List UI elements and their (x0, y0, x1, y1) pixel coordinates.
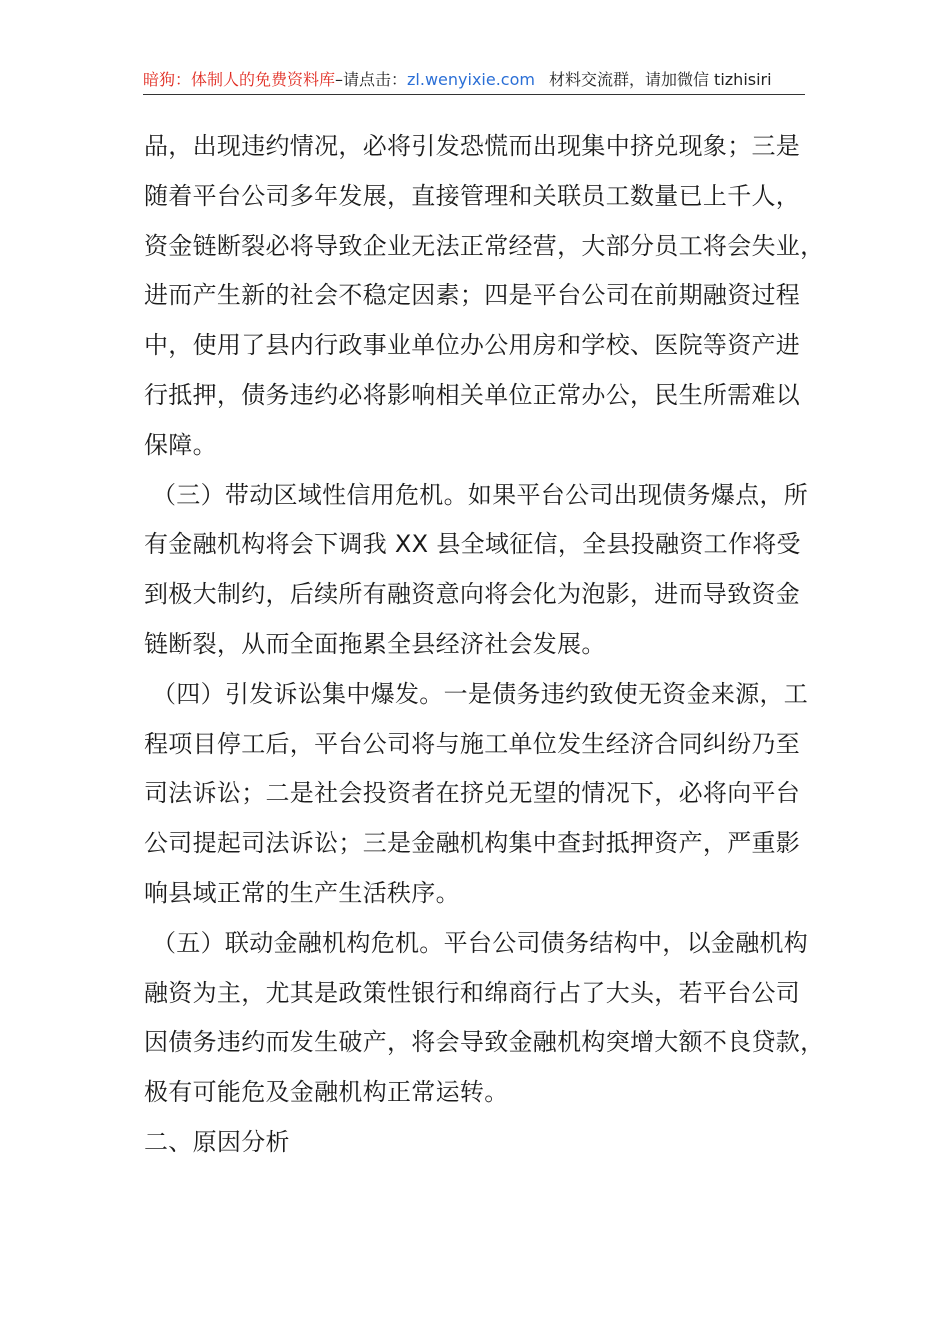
text-line: 品，出现违约情况，必将引发恐慌而出现集中挤兑现象；三是 (144, 132, 801, 160)
text-line: 行抵押，债务违约必将影响相关单位正常办公，民生所需难以 (144, 380, 801, 409)
header-group-info: 材料交流群，请加微信 tizhisiri (548, 70, 772, 89)
header-link[interactable]: zl.wenyixie.com (407, 70, 535, 89)
text-line: 极有可能危及金融机构正常运转。 (144, 1078, 509, 1107)
header-prompt: –请点击： (335, 70, 408, 89)
section-three-heading-line: （三）带动区域性信用危机。如果平台公司出现债务爆点，所 (152, 480, 809, 509)
text-line: 链断裂，从而全面拖累全县经济社会发展。 (144, 629, 606, 658)
text-line: 有金融机构将会下调我 XX 县全域征信，全县投融资工作将受 (144, 530, 801, 559)
text-line: 程项目停工后，平台公司将与施工单位发生经济合同纠纷乃至 (144, 729, 801, 758)
text-line: 因债务违约而发生破产，将会导致金融机构突增大额不良贷款， (144, 1028, 825, 1057)
text-line: 融资为主，尤其是政策性银行和绵商行占了大头，若平台公司 (144, 978, 801, 1007)
chapter-heading-cause-analysis: 二、原因分析 (144, 1127, 290, 1156)
page-header (143, 70, 805, 95)
text-line: 响县域正常的生产生活秩序。 (144, 878, 460, 907)
text-line: 中，使用了县内行政事业单位办公用房和学校、医院等资产进 (144, 331, 801, 360)
text-line: 到极大制约，后续所有融资意向将会化为泡影，进而导致资金 (144, 580, 801, 609)
header-brand: 暗狗：体制人的免费资料库 (143, 70, 336, 89)
section-four-heading-line: （四）引发诉讼集中爆发。一是债务违约致使无资金来源，工 (152, 679, 809, 708)
text-line: 司法诉讼；二是社会投资者在挤兑无望的情况下，必将向平台 (144, 779, 801, 808)
text-line: 随着平台公司多年发展，直接管理和关联员工数量已上千人， (144, 181, 801, 210)
text-line: 保障。 (144, 430, 217, 459)
text-line: 进而产生新的社会不稳定因素；四是平台公司在前期融资过程 (144, 281, 801, 310)
document-body (144, 126, 825, 1172)
text-line: 公司提起司法诉讼；三是金融机构集中查封抵押资产，严重影 (144, 829, 801, 858)
text-line: 资金链断裂必将导致企业无法正常经营，大部分员工将会失业， (144, 231, 825, 260)
section-five-heading-line: （五）联动金融机构危机。平台公司债务结构中，以金融机构 (152, 928, 809, 957)
